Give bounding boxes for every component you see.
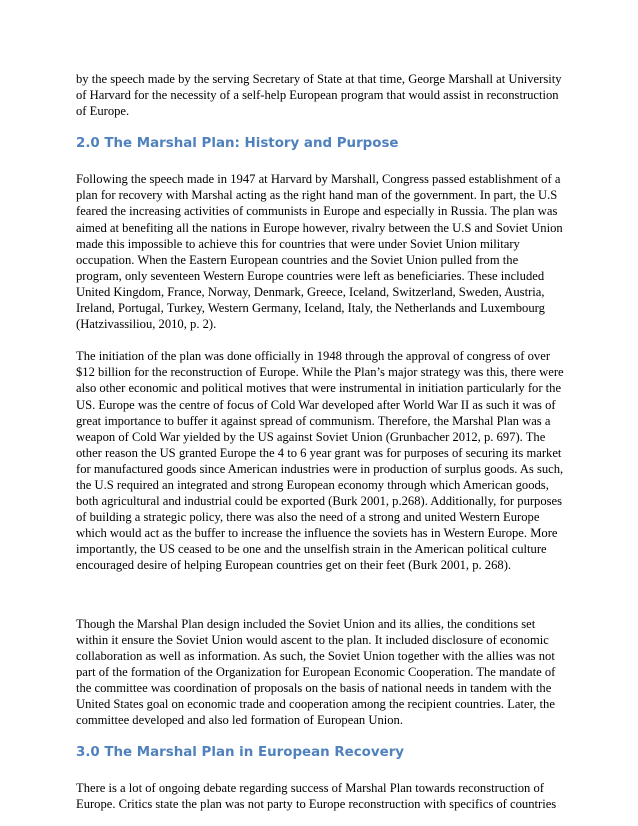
section-3-heading: 3.0 The Marshal Plan in European Recovery [76, 745, 405, 761]
section-2-paragraph-1: Following the speech made in 1947 at Harvard by Marshall, Congress passed establishment of a plan for recovery with Marshal acting as the right hand man of the government. In part, the U.S feared the increasing activities of communists in Europe and especially in Russia. The plan was aimed at benefiting all the nations in Europe however, rivalry between the U.S and Soviet Union made this impossible to achieve this for countries that were under Soviet Union military occupation. When the Eastern European countries and the Soviet Union pulled from the program, only seventeen Western Europe countries were left as beneficiaries. These included United Kingdom, France, Norway, Denmark, Greece, Iceland, Switzerland, Sweden, Austria, Ireland, Portugal, Turkey, Western Germany, Iceland, Italy, the Netherlands and Luxembourg (Hatzivassiliou, 2010, p. 2). [76, 172, 563, 332]
spacer [76, 728, 570, 744]
section-3-paragraph-1: There is a lot of ongoing debate regarding success of Marshal Plan towards reconstruction of Europe. Critics state the plan was not party to Europe reconstruction with specifics of countries [76, 781, 557, 812]
section-2-heading: 2.0 The Marshal Plan: History and Purpose [76, 136, 399, 152]
spacer [76, 762, 570, 780]
section-2-paragraph-2: The initiation of the plan was done officially in 1948 through the approval of congress of over $12 billion for the reconstruction of Europe. While the Plan’s major strategy was this, there were also other economic and political motives that were instrumental in initiation particularly for the US. Europe was the centre of focus of Cold War developed after World War II as such it was of great importance to buffer it against spread of communism. Therefore, the Marshal Plan was a weapon of Cold War yielded by the US against Soviet Union (Grunbacher 2012, p. 697). The other reason the US granted Europe the 4 to 6 year grant was for purposes of securing its market for manufactured goods since American industries were in production of surplus goods. As such, the U.S required an integrated and strong European economy through which American goods, both agricultural and industrial could be exported (Burk 2001, p.268). Additionally, for purposes of building a strategic policy, there was also the need of a strong and united Western Europe which would act as the buffer to increase the influence the soviets has in Western Europe. More importantly, the US ceased to be one and the unselfish strain in the American political culture encouraged desire of helping European countries get on their feet (Burk 2001, p. 268). [76, 349, 564, 573]
spacer [76, 153, 570, 171]
section-2-paragraph-3: Though the Marshal Plan design included the Soviet Union and its allies, the conditions set within it ensure the Soviet Union would ascent to the plan. It included disclosure of economic collaboration as well as information. As such, the Soviet Union together with the allies was not part of the formation of the Organization for European Economic Cooperation. The mandate of the committee was coordination of proposals on the basis of national needs in tandem with the United States goal on economic trade and cooperation among the recipient countries. Later, the committee developed and also led formation of European Union. [76, 616, 556, 728]
spacer [76, 574, 570, 616]
spacer [76, 332, 570, 348]
intro-paragraph: by the speech made by the serving Secretary of State at that time, George Marshall at University of Harvard for the necessity of a self-help European program that would assist in reconstruction of Europe. [76, 72, 562, 119]
spacer [76, 119, 570, 135]
